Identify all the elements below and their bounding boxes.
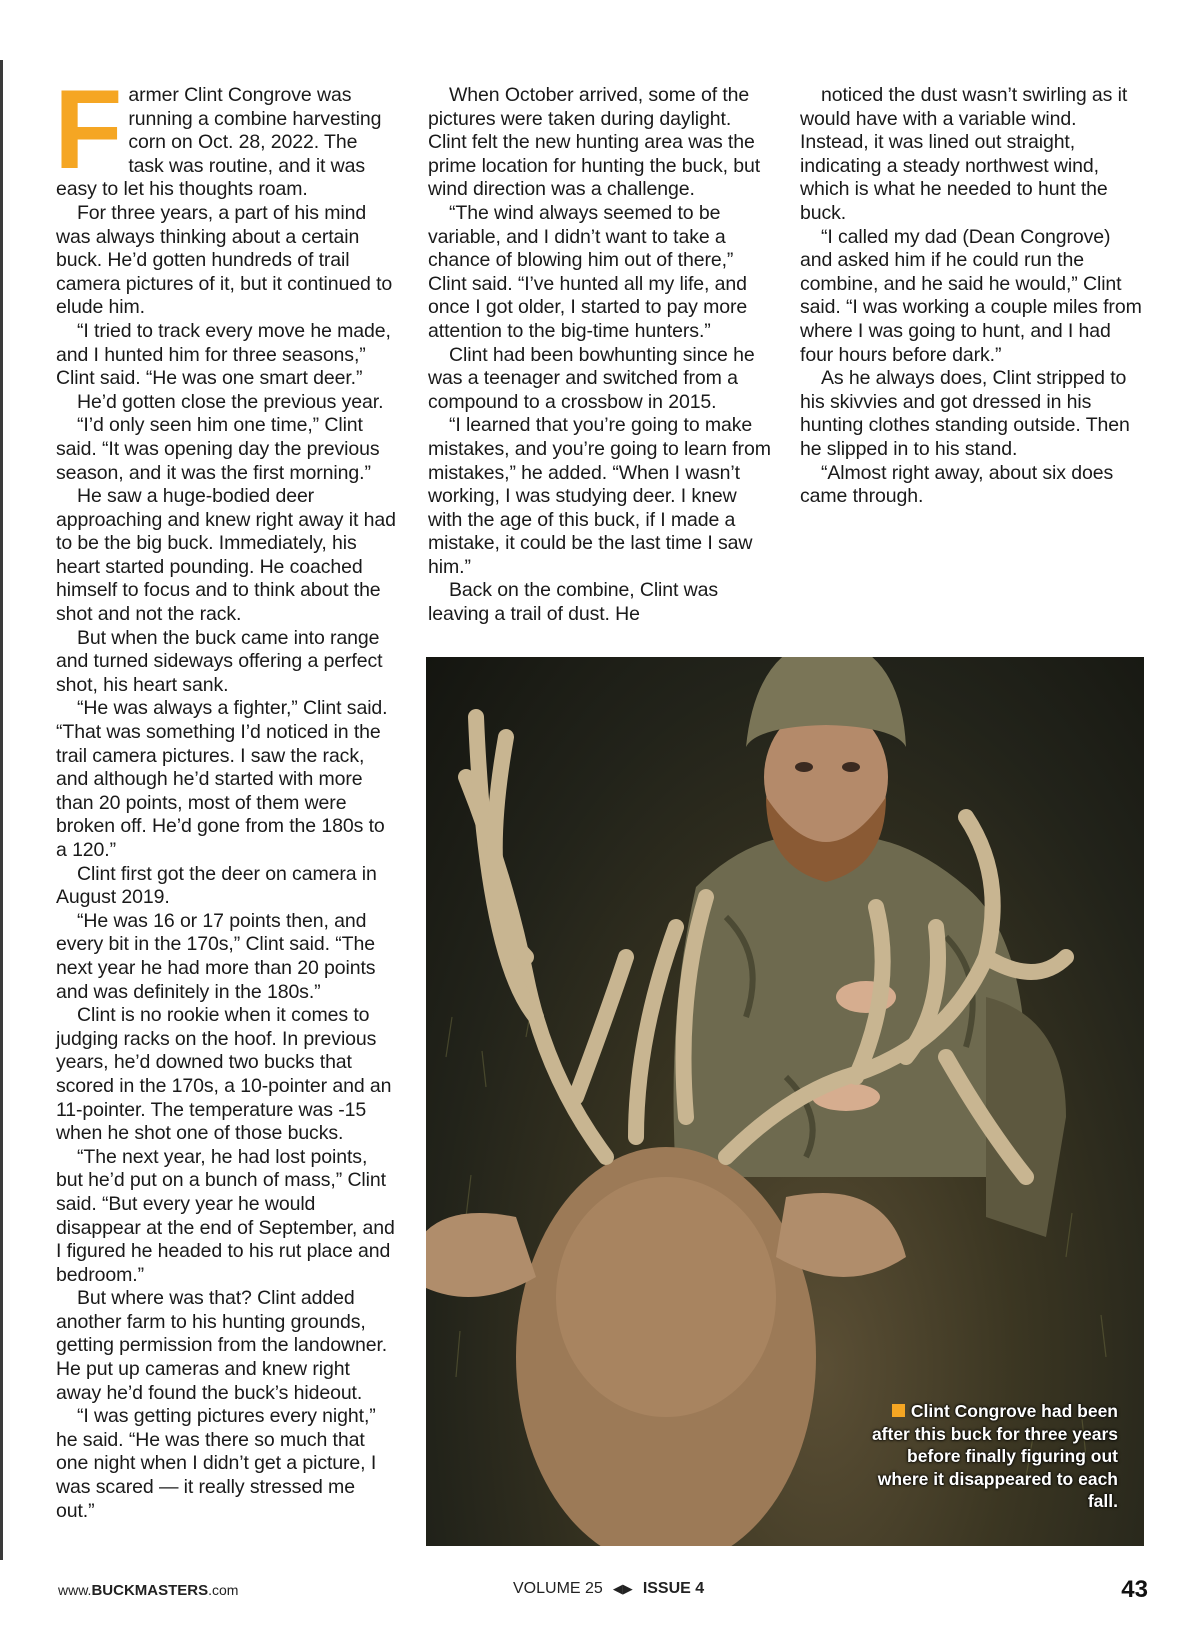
deer-ear-left: [426, 1213, 536, 1297]
article-column-1: [54, 67, 396, 1523]
caption-text: Clint Congrove had been after this buck for three years before finally figuring out where it disappeared to each fall.: [871, 1401, 1118, 1511]
paragraph: “He was always a fighter,” Clint said. “That was something I’d noticed in the trail camera pictures. I saw the rack, and although he’d started with more than 20 points, most of them were broken off. He’d gone from the 180s to a 120.”: [56, 697, 388, 861]
paragraph: “The next year, he had lost points, but he’d put on a bunch of mass,” Clint said. “But every year he would disappear at the end of September, and I figured he headed to his rut place and bedroom.”: [56, 1145, 395, 1286]
paragraph: “I called my dad (Dean Congrove) and asked him if he could run the combine, and he said he would,” Clint said. “I was working a couple miles from where I was going to hunt, and I had four hours before dark.”: [800, 225, 1142, 366]
paragraph: When October arrived, some of the pictures were taken during daylight. Clint felt the new hunting area was the prime location for hunting the buck, but wind direction was a challenge.: [428, 84, 761, 201]
paragraph: Back on the combine, Clint was leaving a trail of dust. He: [428, 579, 719, 626]
paragraph: Clint is no rookie when it comes to judging racks on the hoof. In previous years, he’d downed two bucks that scored in the 170s, a 10-pointer and an 11-pointer. The temperature was -15 when he shot one of those bucks.: [56, 1004, 392, 1145]
paragraph: Clint first got the deer on camera in August 2019.: [56, 862, 377, 909]
footer-website: www.BUCKMASTERS.com: [58, 1582, 239, 1599]
paragraph: “I tried to track every move he made, and I hunted him for three seasons,” Clint said. “He was one smart deer.”: [56, 319, 391, 390]
drop-cap: F: [54, 67, 123, 192]
paragraph: “He was 16 or 17 points then, and every bit in the 170s,” Clint said. “The next year he had more than 20 points and was definitely in the 180s.”: [56, 909, 376, 1003]
paragraph: “Almost right away, about six does came through.: [800, 461, 1114, 508]
paragraph: “I learned that you’re going to make mistakes, and you’re going to learn from mistakes,” he added. “When I wasn’t working, I was studying deer. I knew with the age of this buck, if I made a mistake, it could be the last time I saw him.”: [428, 414, 771, 578]
paragraph: But when the buck came into range and turned sideways offering a perfect shot, his heart sank.: [56, 626, 383, 696]
paragraph: As he always does, Clint stripped to his skivvies and got dressed in his hunting clothes standing outside. Then he slipped in to his stand.: [800, 367, 1130, 460]
paragraph: noticed the dust wasn’t swirling as it would have with a variable wind. Instead, it was lined out straight, indicating a steady northwest wind, which is what he needed to hunt the buck.: [800, 84, 1128, 224]
caption-square-icon: [892, 1404, 905, 1417]
footer-issue: ISSUE 4: [642, 1580, 705, 1597]
paragraph: “I was getting pictures every night,” he said. “He was there so much that one night when I didn’t get a picture, I was scared — it really stressed me out.”: [56, 1405, 377, 1522]
footer-issue-info: [513, 1580, 704, 1598]
diamond-arrows-icon: ◀▶: [612, 1581, 633, 1596]
page-number: 43: [1121, 1576, 1148, 1603]
paragraph: For three years, a part of his mind was always thinking about a certain buck. He’d gotten hundreds of trail camera pictures of it, but it continued to elude him.: [56, 201, 393, 319]
paragraph: “The wind always seemed to be variable, and I didn’t want to take a chance of blowing him out of there,” Clint said. “I’ve hunted all my life, and once I got older, I started to pay more attention to the big-time hunters.”: [428, 201, 748, 342]
page-edge-strip: [0, 60, 3, 1560]
paragraph: armer Clint Congrove was running a combine harvesting corn on Oct. 28, 2022. The task was routine, and it was easy to let his thoughts roam.: [56, 84, 382, 201]
camo-pants: [986, 997, 1066, 1237]
paragraph: “I’d only seen him one time,” Clint said. “It was opening day the previous season, and it was the first morning.”: [56, 414, 380, 484]
article-column-3: [800, 84, 1145, 509]
page-footer: [0, 1576, 1200, 1610]
deer-ear-right: [776, 1193, 906, 1277]
paragraph: But where was that? Clint added another farm to his hunting grounds, getting permission from the landowner. He put up cameras and knew right away he’d found the buck’s hideout.: [56, 1287, 388, 1404]
photo-caption: [858, 1400, 1118, 1513]
footer-volume: VOLUME 25: [513, 1580, 603, 1597]
paragraph: He saw a huge-bodied deer approaching and knew right away it had to be the big buck. Immediately, his heart started pounding. He coached himself to focus and to think about the shot and not the rack.: [56, 485, 396, 626]
article-column-2: [428, 84, 773, 627]
paragraph: Clint had been bowhunting since he was a teenager and switched from a compound to a crossbow in 2015.: [428, 343, 755, 413]
paragraph: He’d gotten close the previous year.: [77, 390, 384, 413]
